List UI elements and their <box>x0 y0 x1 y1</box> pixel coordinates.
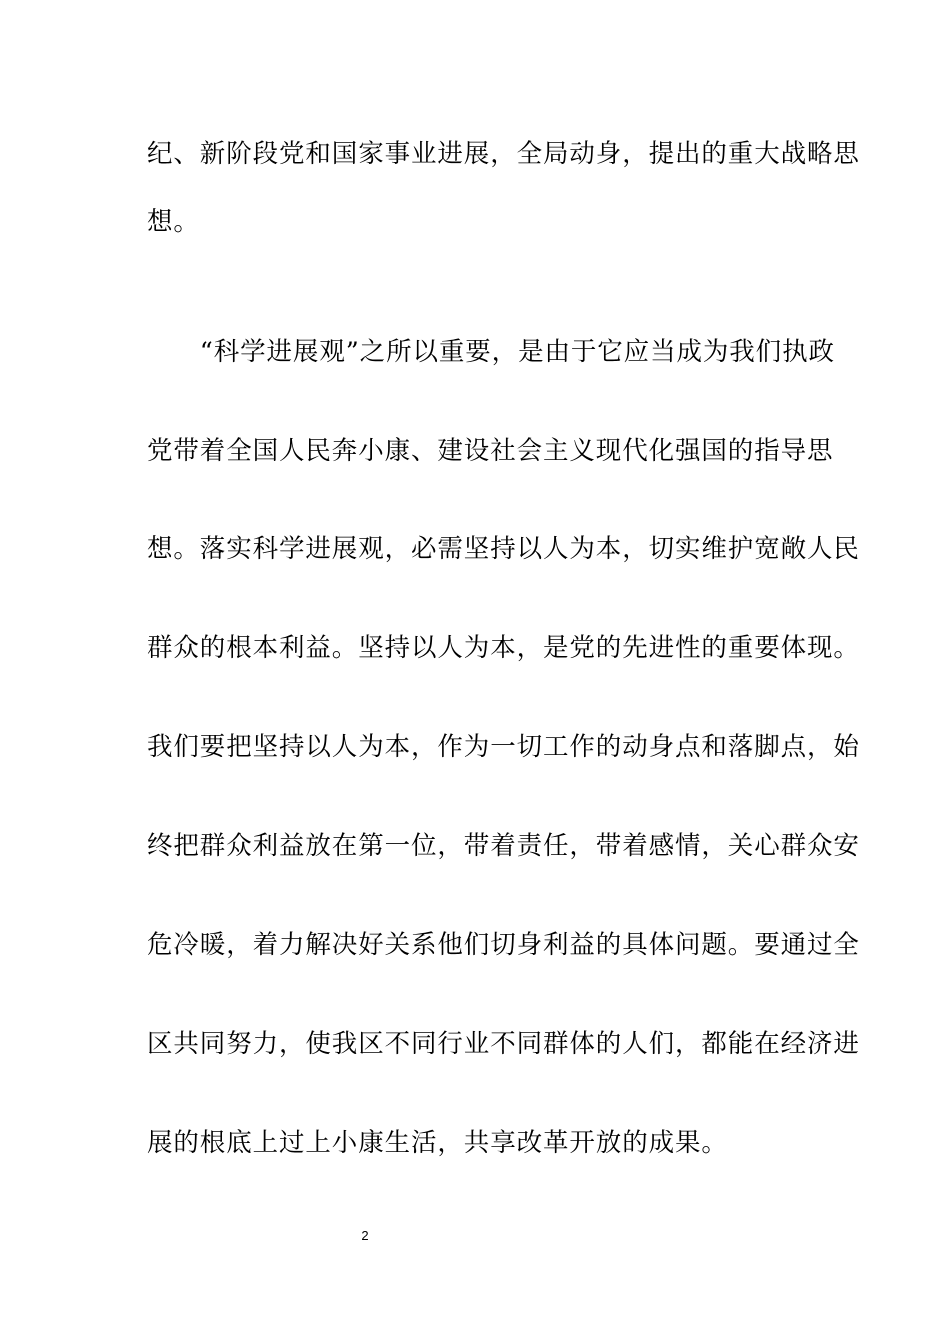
text-line-2: 想。 <box>147 207 200 237</box>
text-line-1: 纪、新阶段党和国家事业进展，全局动身，提出的重大战略思 <box>147 139 860 169</box>
text-line-8: 终把群众利益放在第一位，带着责任，带着感情，关心群众安 <box>147 831 860 861</box>
text-line-5: 想。落实科学进展观，必需坚持以人为本，切实维护宽敞人民 <box>147 534 860 564</box>
text-line-3: “科学进展观”之所以重要，是由于它应当成为我们执政 <box>147 337 835 367</box>
text-line-4: 党带着全国人民奔小康、建设社会主义现代化强国的指导思 <box>147 436 834 466</box>
text-line-10: 区共同努力，使我区不同行业不同群体的人们，都能在经济进 <box>147 1029 860 1059</box>
page-number: 2 <box>361 1228 369 1243</box>
text-line-11: 展的根底上过上小康生活，共享改革开放的成果。 <box>147 1128 728 1158</box>
text-line-6: 群众的根本利益。坚持以人为本，是党的先进性的重要体现。 <box>147 633 860 663</box>
text-line-9: 危冷暖，着力解决好关系他们切身利益的具体问题。要通过全 <box>147 930 860 960</box>
text-line-7: 我们要把坚持以人为本，作为一切工作的动身点和落脚点，始 <box>147 732 860 762</box>
